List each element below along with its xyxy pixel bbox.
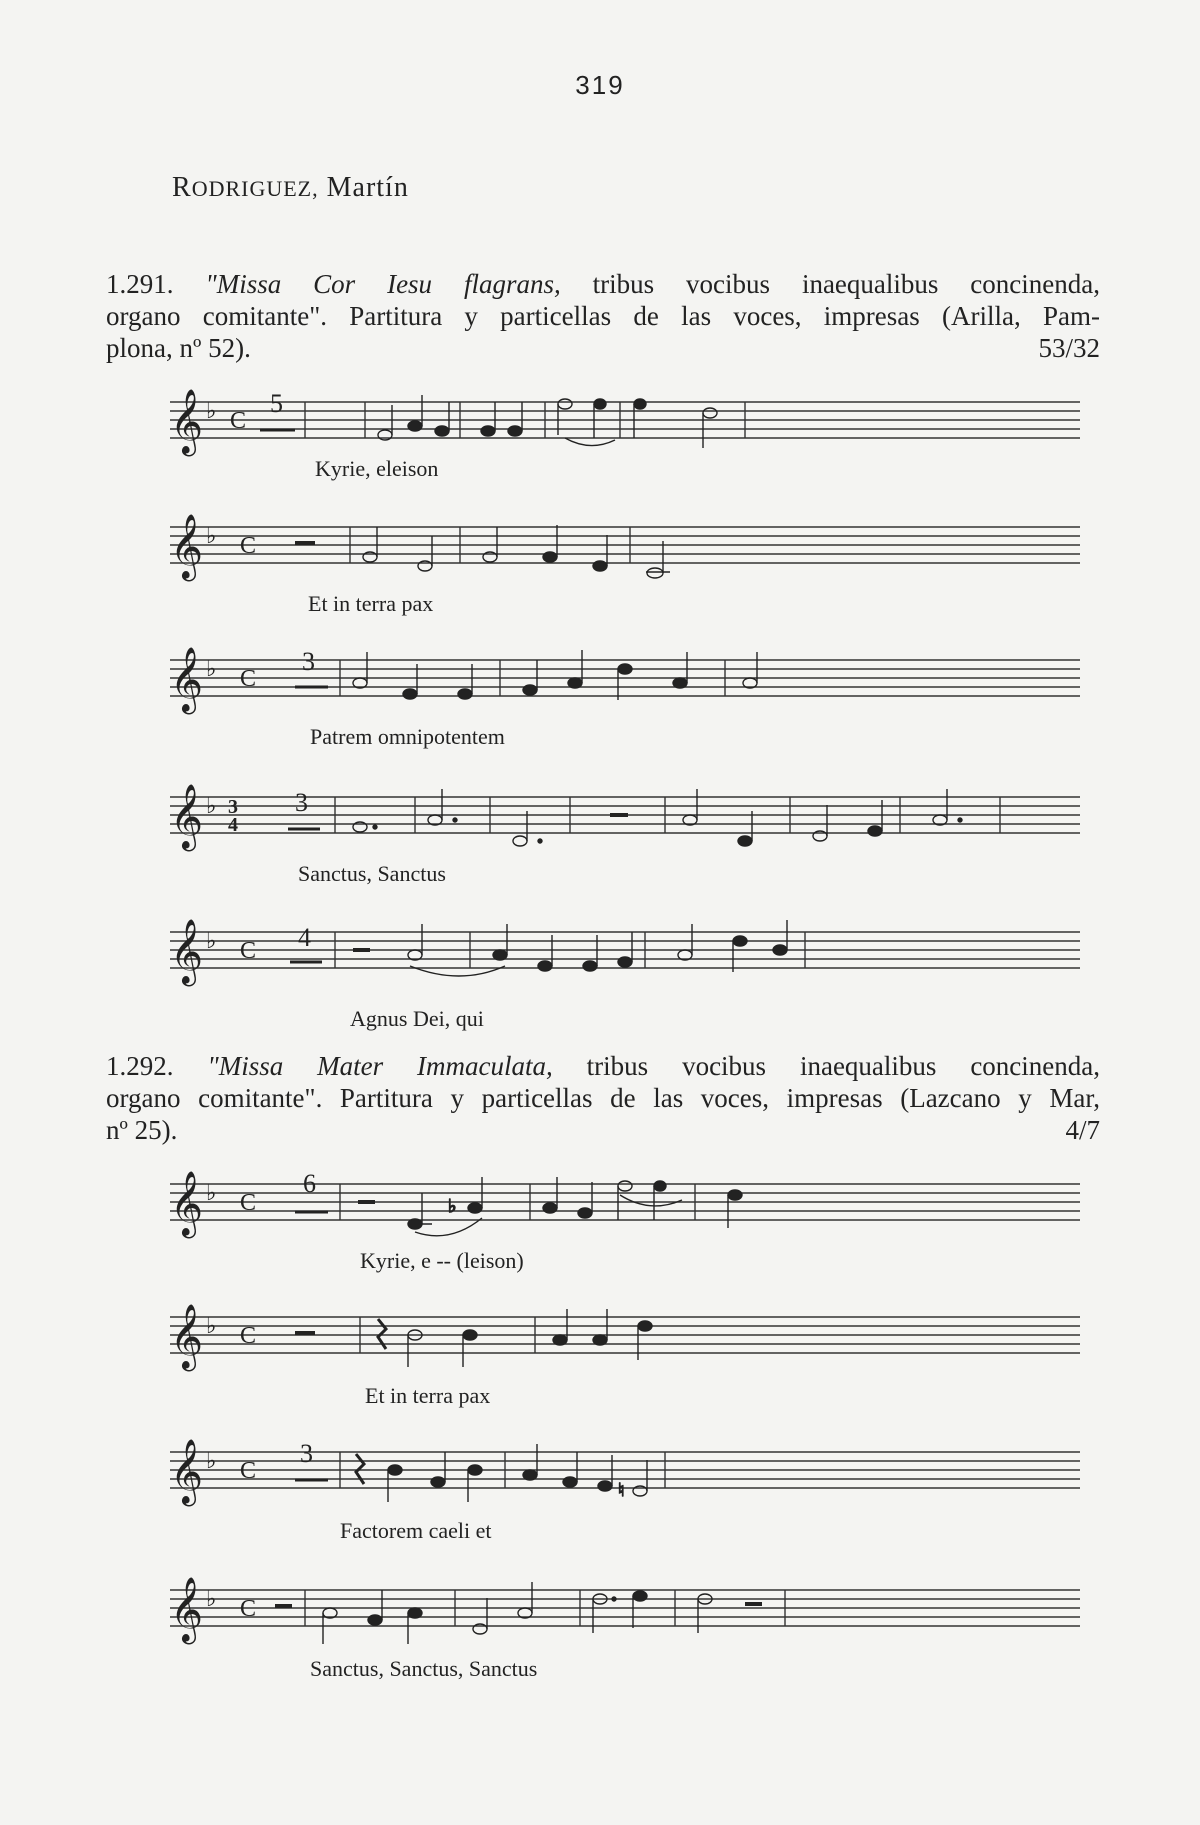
incipit-lyric: Sanctus, Sanctus, Sanctus bbox=[310, 1656, 538, 1681]
entry-reference: 53/32 bbox=[1038, 333, 1100, 363]
composer-surname: ODRIGUEZ, bbox=[191, 176, 319, 201]
incipit-lyric: Kyrie, e -- (leison) bbox=[360, 1248, 524, 1273]
svg-text:𝄞: 𝄞 bbox=[170, 784, 204, 849]
svg-text:𝄞: 𝄞 bbox=[170, 647, 204, 712]
rest-count: 3 bbox=[295, 788, 308, 817]
entry-reference: 4/7 bbox=[1065, 1115, 1100, 1145]
svg-text:♭: ♭ bbox=[206, 398, 217, 423]
time-signature: C bbox=[230, 408, 247, 434]
svg-text:𝄞: 𝄞 bbox=[170, 1439, 204, 1504]
svg-text:♭: ♭ bbox=[206, 1180, 217, 1205]
incipit-lyric: Et in terra pax bbox=[365, 1383, 491, 1408]
music-incipit-kyrie bbox=[170, 380, 1080, 481]
music-incipit-sanctus bbox=[170, 784, 1080, 886]
svg-text:𝄞: 𝄞 bbox=[170, 389, 204, 454]
entry-line-1: 1.291. "Missa Cor Iesu flagrans, tribus vocibus inaequalibus concinenda, bbox=[106, 269, 1100, 299]
music-incipit-kyrie-2 bbox=[170, 1162, 1080, 1273]
time-signature: C bbox=[240, 1458, 257, 1484]
entry-line-3: nº 25). 4/7 bbox=[106, 1115, 1100, 1145]
entry-line-2: organo comitante". Partitura y particellas de las voces, impresas (Lazcano y Mar, bbox=[106, 1083, 1100, 1113]
svg-text:♭: ♭ bbox=[448, 1196, 457, 1216]
rest-count: 6 bbox=[303, 1169, 316, 1198]
music-incipit-sanctus-2 bbox=[170, 1577, 1080, 1681]
entry-title: "Missa Cor Iesu flagrans, bbox=[205, 269, 561, 299]
svg-text:♭: ♭ bbox=[206, 523, 217, 548]
music-incipit-gloria bbox=[170, 514, 1080, 616]
time-signature: C bbox=[240, 938, 257, 964]
music-incipit-credo bbox=[170, 647, 1080, 749]
svg-text:𝄞: 𝄞 bbox=[170, 1304, 204, 1369]
svg-text:𝄞: 𝄞 bbox=[170, 514, 204, 579]
svg-text:♭: ♭ bbox=[206, 793, 217, 818]
catalog-entry-1291 bbox=[106, 268, 1100, 364]
incipit-lyric: Sanctus, Sanctus bbox=[298, 861, 446, 886]
svg-text:𝄞: 𝄞 bbox=[170, 1577, 204, 1642]
rest-count: 4 bbox=[298, 923, 311, 952]
time-signature-top: 3 bbox=[228, 796, 238, 818]
music-incipit-agnus bbox=[170, 919, 1080, 1031]
time-signature-bottom: 4 bbox=[228, 814, 238, 836]
rest-count: 5 bbox=[270, 389, 283, 418]
composer-heading bbox=[172, 172, 409, 204]
incipit-lyric: Factorem caeli et bbox=[340, 1518, 492, 1543]
composer-initial: R bbox=[172, 172, 192, 203]
svg-text:𝄞: 𝄞 bbox=[170, 1171, 204, 1236]
svg-text:♭: ♭ bbox=[206, 656, 217, 681]
svg-text:♭: ♭ bbox=[206, 1313, 217, 1338]
entry-title: "Missa Mater Immaculata, bbox=[207, 1051, 553, 1081]
entry-line-3: plona, nº 52). 53/32 bbox=[106, 333, 1100, 363]
incipit-lyric: Patrem omnipotentem bbox=[310, 724, 505, 749]
time-signature: C bbox=[240, 1323, 257, 1349]
music-incipit-credo-2 bbox=[170, 1439, 1080, 1543]
svg-text:♭: ♭ bbox=[206, 1448, 217, 1473]
entry-line-1: 1.292. "Missa Mater Immaculata, tribus vocibus inaequalibus concinenda, bbox=[106, 1051, 1101, 1081]
rest-count: 3 bbox=[302, 647, 315, 676]
rest-count: 3 bbox=[300, 1439, 313, 1468]
catalog-entry-1292 bbox=[106, 1050, 1100, 1146]
incipit-lyric: Et in terra pax bbox=[308, 591, 434, 616]
time-signature: C bbox=[240, 666, 257, 692]
svg-text:𝄞: 𝄞 bbox=[170, 919, 204, 984]
svg-text:♭: ♭ bbox=[206, 1586, 217, 1611]
svg-text:♮: ♮ bbox=[618, 1480, 625, 1500]
svg-text:♭: ♭ bbox=[206, 928, 217, 953]
time-signature: C bbox=[240, 533, 257, 559]
page-number: 319 bbox=[575, 70, 625, 100]
time-signature: C bbox=[240, 1596, 257, 1622]
music-incipit-gloria-2 bbox=[170, 1304, 1080, 1408]
incipit-lyric: Kyrie, eleison bbox=[315, 456, 439, 481]
time-signature: C bbox=[240, 1190, 257, 1216]
composer-given-name: Martín bbox=[326, 172, 409, 203]
incipit-lyric: Agnus Dei, qui bbox=[350, 1006, 484, 1031]
entry-line-2: organo comitante". Partitura y particellas de las voces, impresas (Arilla, Pam- bbox=[106, 301, 1100, 331]
